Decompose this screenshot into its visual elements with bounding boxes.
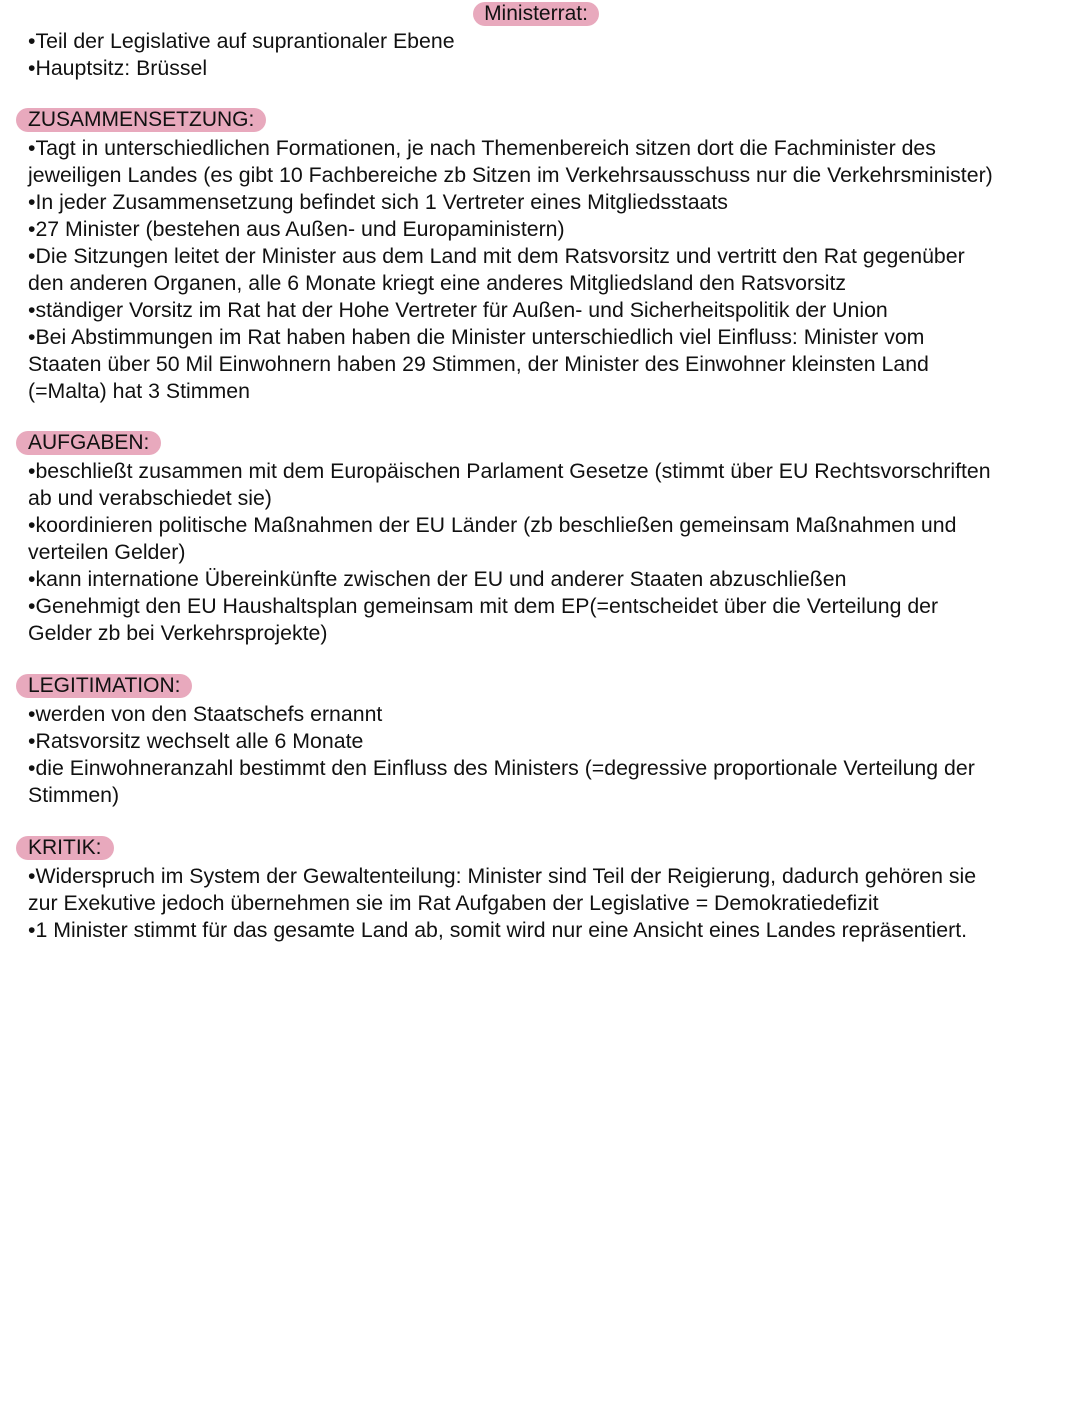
intro-block (28, 28, 1068, 82)
section-line: •koordinieren politische Maßnahmen der EU Länder (zb beschließen gemeinsam Maßnahmen und (28, 513, 957, 537)
section-line: ab und verabschiedet sie) (28, 486, 272, 510)
section-line: zur Exekutive jedoch übernehmen sie im Rat Aufgaben der Legislative = Demokratiedefizit (28, 891, 879, 915)
intro-line: •Hauptsitz: Brüssel (28, 56, 208, 80)
section-line: verteilen Gelder) (28, 540, 186, 564)
section-heading-row (16, 674, 1068, 698)
section-line: •1 Minister stimmt für das gesamte Land ab, somit wird nur eine Ansicht eines Landes repräsentiert. (28, 918, 968, 942)
section-line: •werden von den Staatschefs ernannt (28, 702, 383, 726)
section-heading-row (16, 836, 1068, 860)
section-line: •kann internatione Übereinkünfte zwischen der EU und anderer Staaten abzuschließen (28, 567, 847, 591)
section-line: •Bei Abstimmungen im Rat haben haben die Minister unterschiedlich viel Einfluss: Minister vom (28, 325, 925, 349)
section-line: den anderen Organen, alle 6 Monate kriegt eine anderes Mitgliedsland den Ratsvorsitz (28, 271, 847, 295)
section-heading: ZUSAMMENSETZUNG: (16, 108, 266, 132)
section-line: •die Einwohneranzahl bestimmt den Einfluss des Ministers (=degressive proportionale Verteilung der (28, 756, 975, 780)
section-heading: AUFGABEN: (16, 431, 161, 455)
section-line: •ständiger Vorsitz im Rat hat der Hohe Vertreter für Außen- und Sicherheitspolitik der Union (28, 298, 888, 322)
page-title: Ministerrat: (473, 2, 599, 26)
section-line: •Die Sitzungen leitet der Minister aus dem Land mit dem Ratsvorsitz und vertritt den Rat gegenüber (28, 244, 965, 268)
section-line: •Ratsvorsitz wechselt alle 6 Monate (28, 729, 364, 753)
section-line: Gelder zb bei Verkehrsprojekte) (28, 621, 328, 645)
section-line: •Widerspruch im System der Gewaltenteilung: Minister sind Teil der Reigierung, dadurch gehören sie (28, 864, 977, 888)
section-kritik (28, 836, 1068, 944)
section-line: •In jeder Zusammensetzung befindet sich 1 Vertreter eines Mitgliedsstaats (28, 190, 728, 214)
section-aufgaben (28, 431, 1068, 647)
section-line: Stimmen) (28, 783, 120, 807)
section-heading-row (16, 108, 1068, 132)
section-heading: LEGITIMATION: (16, 674, 192, 698)
section-line: •27 Minister (bestehen aus Außen- und Europaministern) (28, 217, 565, 241)
section-line: •Genehmigt den EU Haushaltsplan gemeinsam mit dem EP(=entscheidet über die Verteilung der (28, 594, 939, 618)
section-legitimation (28, 674, 1068, 809)
section-line: Staaten über 50 Mil Einwohnern haben 29 Stimmen, der Minister des Einwohner kleinsten Land (28, 352, 929, 376)
section-line: (=Malta) hat 3 Stimmen (28, 379, 250, 403)
section-zusammensetzung (28, 108, 1068, 405)
intro-line: •Teil der Legislative auf suprantionaler Ebene (28, 29, 455, 53)
section-heading-row (16, 431, 1068, 455)
section-line: jeweiligen Landes (es gibt 10 Fachbereiche zb Sitzen im Verkehrsausschuss nur die Verkehrsminister) (28, 163, 993, 187)
section-line: •Tagt in unterschiedlichen Formationen, je nach Themenbereich sitzen dort die Fachminister des (28, 136, 936, 160)
title-row (0, 2, 1080, 26)
section-heading: KRITIK: (16, 836, 114, 860)
section-line: •beschließt zusammen mit dem Europäischen Parlament Gesetze (stimmt über EU Rechtsvorschriften (28, 459, 991, 483)
